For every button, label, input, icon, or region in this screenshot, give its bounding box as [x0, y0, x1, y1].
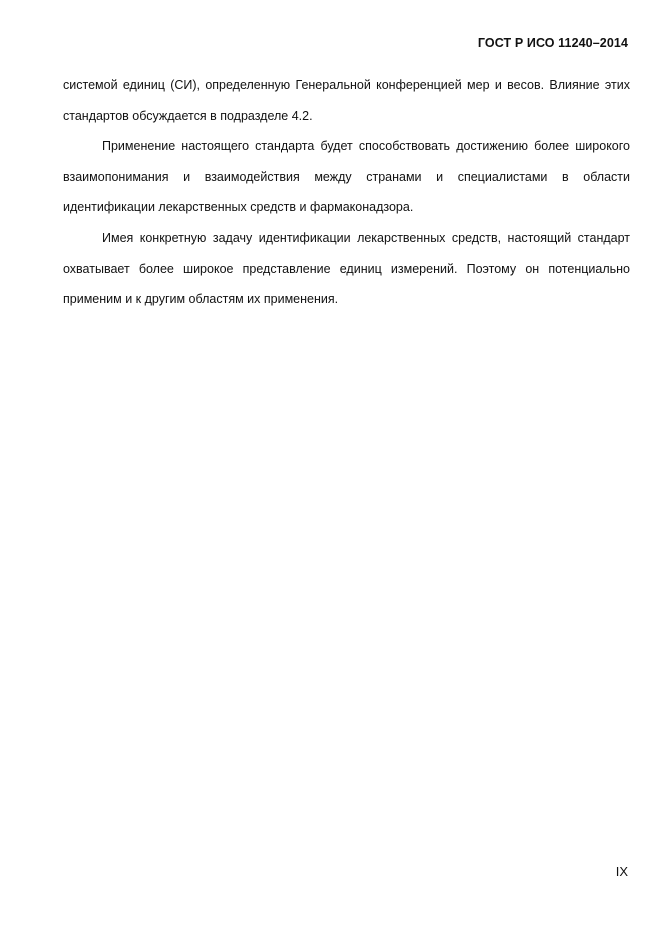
document-header: [478, 36, 628, 50]
paragraph: Имея конкретную задачу идентификации лекарственных средств, настоящий стандарт охватывает более широкое представление единиц измерений. Поэтому он потенциально применим и к другим областям их применения.: [63, 230, 630, 307]
paragraph: Применение настоящего стандарта будет способствовать достижению более широкого взаимопонимания и взаимодействия между странами и специалистами в области идентификации лекарственных средств и фармаконадзора.: [63, 139, 630, 215]
document-body: [63, 70, 630, 315]
document-id: ГОСТ Р ИСО 11240–2014: [477, 36, 628, 50]
paragraph-continuation: системой единиц (СИ), определенную Генеральной конференцией мер и весов. Влияние этих стандартов обсуждается в подразделе 4.2.: [63, 78, 630, 123]
page-number: IX: [615, 864, 628, 879]
